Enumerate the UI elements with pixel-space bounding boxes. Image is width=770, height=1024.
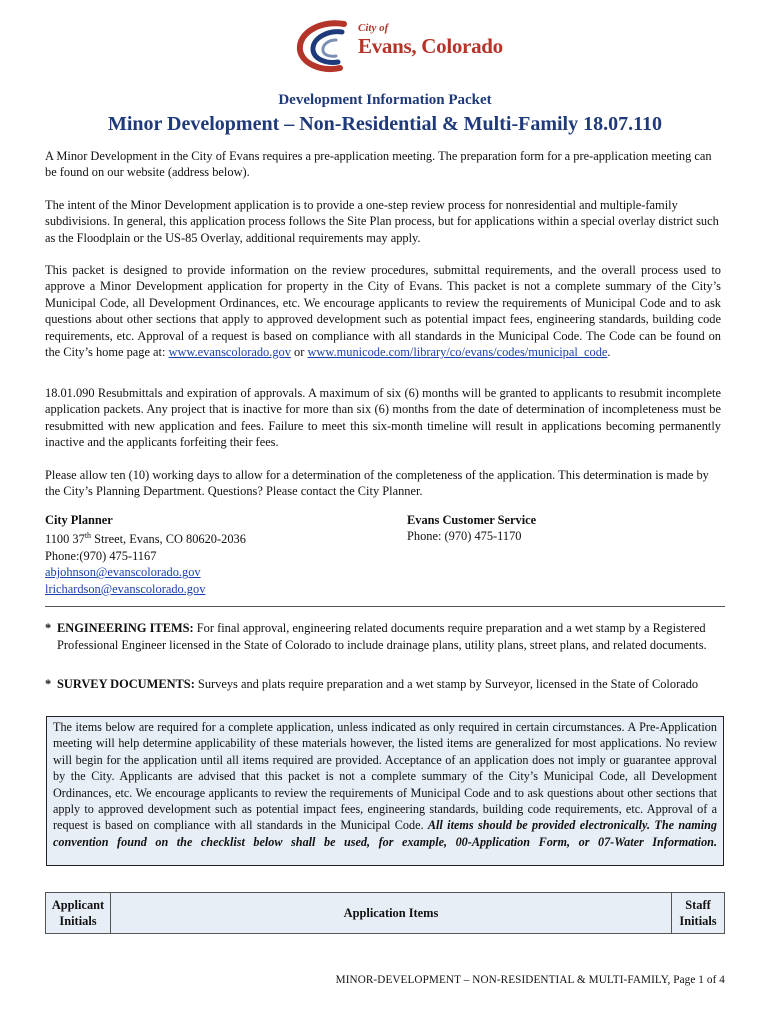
city-planner-heading: City Planner (45, 513, 113, 527)
intro-paragraph-1: A Minor Development in the City of Evans requires a pre-application meeting. The preparation form for a pre-application meeting can be found on our website (address below). (45, 149, 712, 180)
intro-paragraph-3 (45, 262, 721, 360)
swoosh-icon (292, 18, 362, 74)
page-title: Minor Development – Non-Residential & Multi-Family 18.07.110 (107, 113, 663, 135)
applicant-initials-header: Applicant Initials (46, 893, 111, 934)
paragraph-3-text: This packet is designed to provide information on the review procedures, submittal requirements, and the overall process used to approve a Minor Development application for property in the City of Evans. This packet is not a complete summary of the City’s Municipal Code, all Development Ordinances, etc. We encourage applicants to review the requirements of Municipal Code and to ask questions about other sections that apply to approved development such as potential impact fees, engineering standards, building code requirements, etc. Approval of a request is based on compliance with all standards in the Municipal Code. The Code can be found on the City’s home page at: (45, 263, 721, 360)
page-footer: MINOR-DEVELOPMENT – NON-RESIDENTIAL & MULTI-FAMILY, Page 1 of 4 (335, 974, 725, 986)
engineering-items-text: For final approval, engineering related documents require preparation and a wet stamp by a Registered Professional Engineer licensed in the State of Colorado to include drainage plans, utility plans, street plans, and related documents. (57, 621, 707, 652)
survey-documents-note (45, 676, 721, 693)
evans-website-link[interactable]: www.evanscolorado.gov (168, 345, 291, 360)
engineering-items-label: ENGINEERING ITEMS: (57, 621, 194, 635)
address-street: Street, Evans, CO 80620-2036 (91, 532, 246, 547)
survey-documents-label: SURVEY DOCUMENTS: (57, 677, 195, 691)
customer-service-heading: Evans Customer Service (407, 513, 537, 527)
notice-paragraph (53, 719, 717, 850)
customer-service-contact (407, 512, 707, 545)
planner-email-link-1[interactable]: abjohnson@evanscolorado.gov (45, 565, 201, 580)
notice-text: The items below are required for a complete application, unless indicated as only required in certain circumstances. A Pre-Application meeting will help determine applicability of these materials however, the listed items are generalized for most applications. No review will begin for the application until all items required are provided. Acceptance of an application does not imply or guarantee approval by the City. Applicants are advised that this packet is not a complete summary of the City’s Municipal Code, all Development Ordinances, etc. We encourage applicants to review the requirements of Municipal Code and to ask questions about other sections that apply to approved development such as potential impact fees, engineering standards, building code requirements, etc. Approval of a request is based on compliance with all standards in the Municipal Code. (53, 720, 717, 833)
checklist-header-table (45, 892, 725, 934)
engineering-items-note (45, 620, 721, 654)
paragraph-3-or: or (290, 345, 308, 360)
municode-link[interactable]: www.municode.com/library/co/evans/codes/municipal_code (307, 345, 608, 360)
city-planner-contact (45, 512, 385, 597)
staff-initials-header: Staff Initials (672, 893, 725, 934)
paragraph-3-end: . (607, 345, 611, 360)
survey-documents-text: Surveys and plats require preparation and a wet stamp by Surveyor, licensed in the State of Colorado (194, 677, 699, 691)
city-planner-address (45, 528, 385, 548)
city-logo (292, 18, 503, 74)
planner-email-link-2[interactable]: lrichardson@evanscolorado.gov (45, 581, 206, 596)
address-suffix: th (84, 531, 92, 541)
completeness-paragraph: Please allow ten (10) working days to allow for a determination of the completeness of the application. This determination is made by the City’s Planning Department. Questions? Please contact the City Planner. (45, 468, 709, 499)
intro-paragraph-2: The intent of the Minor Development application is to provide a one-step review process for nonresidential and multiple-family subdivisions. In general, this application process follows the Site Plan process, but for applications within a special overlay district such as the Floodplain or the US-85 Overlay, additional requirements may apply. (45, 198, 719, 245)
resubmittal-paragraph: 18.01.090 Resubmittals and expiration of approvals. A maximum of six (6) months will be granted to applicants to resubmit incomplete application packets. Any project that is inactive for more than six (6) months from the date of determination of incompleteness must be resubmitted with new application and fees. Failure to meet this six-month timeline will result in applications becoming permanently inactive and the applicants forfeiting their fees. (45, 386, 721, 450)
bullet-star: * (45, 677, 52, 691)
bullet-star: * (45, 621, 52, 635)
logo-city-text: City of (358, 22, 389, 34)
logo-name-text: Evans, Colorado (358, 34, 503, 58)
customer-service-phone: Phone: (970) 475-1170 (407, 529, 522, 544)
notice-emphasis: All items should be provided electronically. The naming convention found on the checklist below shall be used, for example, 00-Application Form, or 07-Water Information. (53, 818, 717, 849)
address-number: 1100 37 (45, 532, 85, 547)
city-planner-phone: Phone:(970) 475-1167 (45, 548, 157, 563)
section-divider (45, 606, 725, 607)
application-items-header: Application Items (111, 893, 672, 934)
packet-subtitle: Development Information Packet (278, 92, 492, 108)
requirements-notice-box (46, 716, 724, 866)
